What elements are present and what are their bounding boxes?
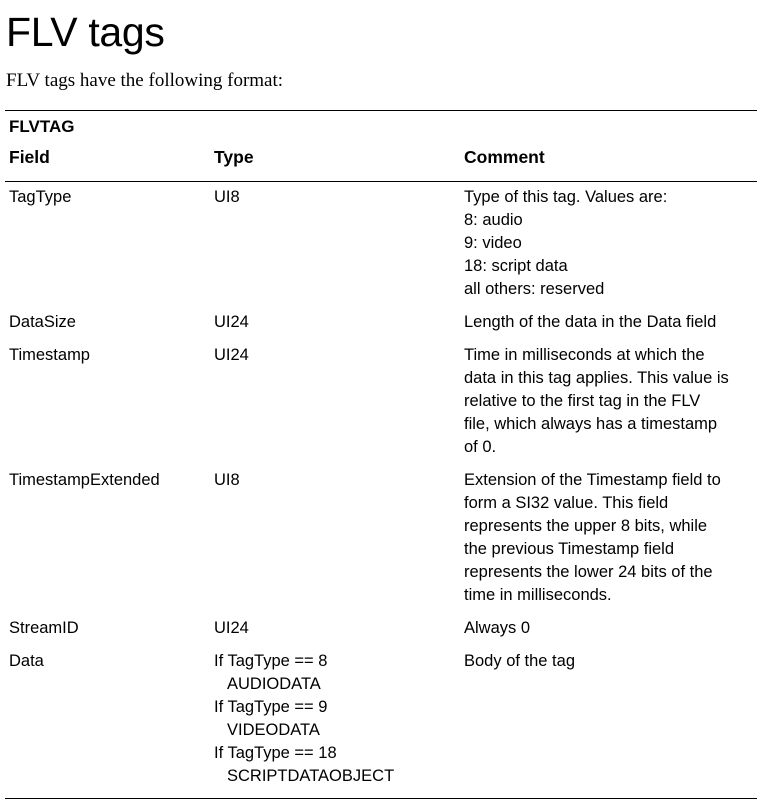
comment-line: 18: script data [464, 257, 568, 275]
comment-line: Body of the tag [464, 652, 575, 670]
type-line: AUDIODATA [227, 675, 321, 693]
comment-line: represents the upper 8 bits, while [464, 517, 708, 535]
comment-line: relative to the first tag in the FLV [464, 392, 701, 410]
type-line: VIDEODATA [227, 721, 320, 739]
type-line: SCRIPTDATAOBJECT [227, 767, 395, 785]
intro-paragraph: FLV tags have the following format: [6, 70, 284, 91]
comment-line: Length of the data in the Data field [464, 313, 717, 331]
comment-line: the previous Timestamp field [464, 540, 675, 558]
comment-line: of 0. [464, 438, 497, 456]
table-row [5, 617, 757, 650]
type-line: UI24 [214, 346, 249, 364]
field-cell: Data [9, 652, 44, 670]
type-line: If TagType == 8 [214, 652, 328, 670]
comment-cell [460, 617, 757, 640]
flvtag-table [5, 110, 757, 799]
header-type: Type [214, 147, 254, 167]
header-comment: Comment [464, 147, 545, 167]
comment-line: Always 0 [464, 619, 531, 637]
type-line: UI24 [214, 313, 249, 331]
type-cell [210, 650, 460, 788]
table-body [5, 182, 757, 798]
comment-line: file, which always has a timestamp [464, 415, 718, 433]
comment-line: 8: audio [464, 211, 523, 229]
type-line: UI24 [214, 619, 249, 637]
comment-line: Time in milliseconds at which the [464, 346, 705, 364]
comment-cell [460, 650, 757, 788]
comment-line: time in milliseconds. [464, 586, 612, 604]
table-row [5, 469, 757, 617]
table-caption: FLVTAG [9, 117, 75, 136]
comment-cell [460, 311, 757, 334]
field-cell: Timestamp [9, 346, 90, 364]
header-field: Field [9, 147, 50, 167]
table-bottom-rule [5, 798, 757, 799]
comment-line: form a SI32 value. This field [464, 494, 669, 512]
comment-line: data in this tag applies. This value is [464, 369, 729, 387]
type-line: If TagType == 9 [214, 698, 328, 716]
comment-cell [460, 469, 757, 607]
table-row [5, 311, 757, 344]
table-row [5, 650, 757, 798]
comment-cell [460, 344, 757, 459]
comment-line: all others: reserved [464, 280, 605, 298]
comment-cell [460, 186, 757, 301]
page-title: FLV tags [6, 9, 165, 55]
comment-line: represents the lower 24 bits of the [464, 563, 713, 581]
field-cell: StreamID [9, 619, 79, 637]
type-cell [210, 186, 460, 301]
comment-line: Type of this tag. Values are: [464, 188, 668, 206]
field-cell: TimestampExtended [9, 471, 160, 489]
type-cell [210, 344, 460, 459]
type-line: If TagType == 18 [214, 744, 337, 762]
field-cell: TagType [9, 188, 72, 206]
type-line: UI8 [214, 471, 240, 489]
type-cell [210, 311, 460, 334]
type-cell [210, 469, 460, 607]
field-cell: DataSize [9, 313, 76, 331]
type-line: UI8 [214, 188, 240, 206]
comment-line: Extension of the Timestamp field to [464, 471, 721, 489]
comment-line: 9: video [464, 234, 522, 252]
table-header-row [5, 137, 757, 181]
table-row [5, 186, 757, 311]
type-cell [210, 617, 460, 640]
table-row [5, 344, 757, 469]
